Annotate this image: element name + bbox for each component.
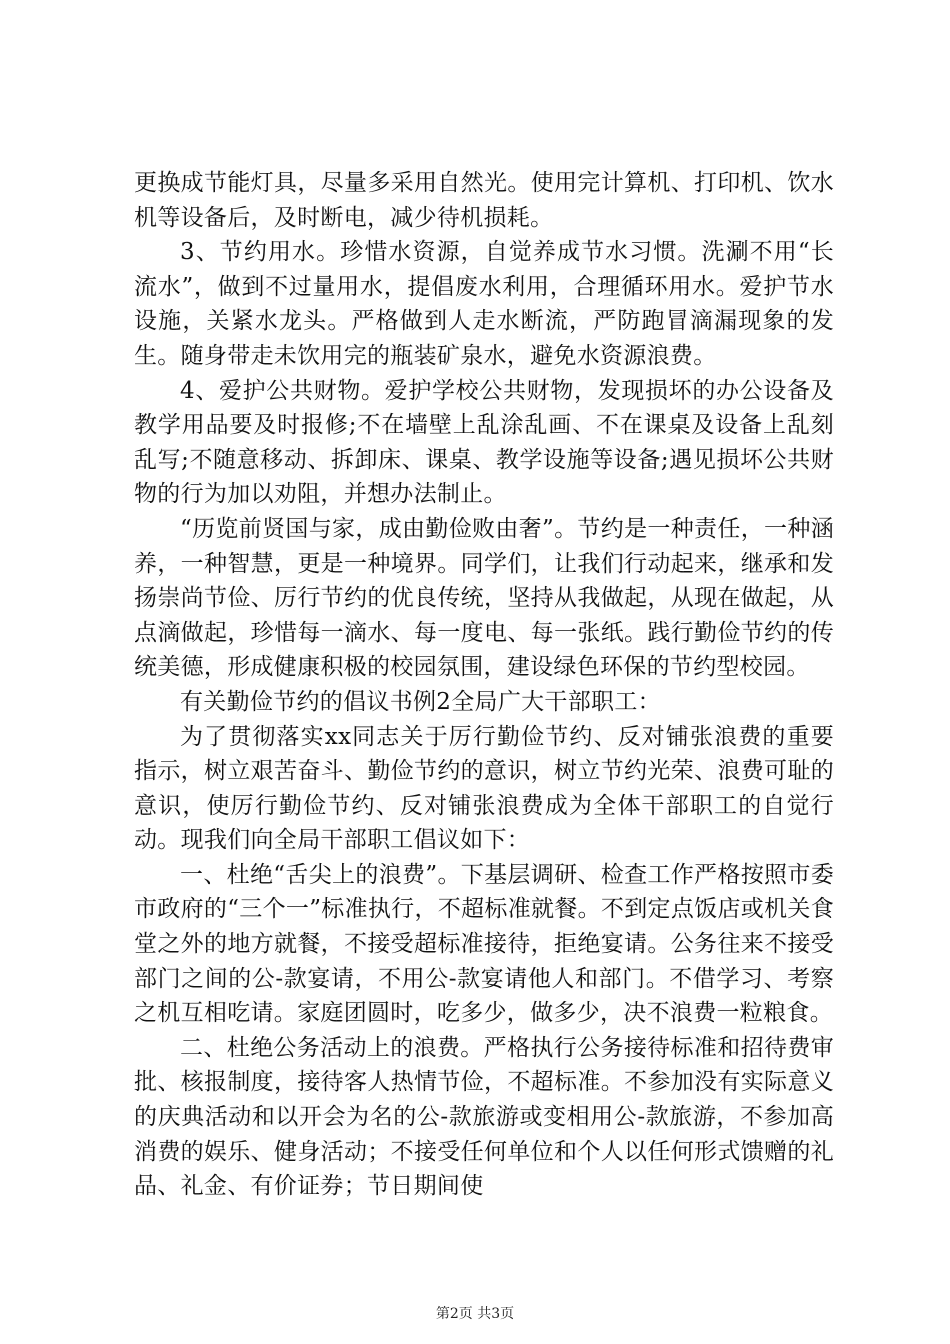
paragraph-intro: 为了贯彻落实xx同志关于厉行勤俭节约、反对铺张浪费的重要指示，树立艰苦奋斗、勤俭节约的意识，树立节约光荣、浪费可耻的意识，使厉行勤俭节约、反对铺张浪费成为全体干部职工的自觉行动。现我们向全局干部职工倡议如下： [134,723,834,854]
paragraph-point-two: 二、杜绝公务活动上的浪费。严格执行公务接待标准和招待费审批、核报制度，接待客人热情节俭，不超标准。不参加没有实际意义的庆典活动和以开会为名的公-款旅游或变相用公-款旅游，不参加高消费的娱乐、健身活动；不接受任何单位和个人以任何形式馈赠的礼品、礼金、有价证券；节日期间使 [134,1034,834,1200]
paragraph-continuation: 更换成节能灯具，尽量多采用自然光。使用完计算机、打印机、饮水机等设备后，及时断电，减少待机损耗。 [134,170,834,231]
paragraph-point-one: 一、杜绝“舌尖上的浪费”。下基层调研、检查工作严格按照市委市政府的“三个一”标准执行，不超标准就餐。不到定点饭店或机关食堂之外的地方就餐，不接受超标准接待，拒绝宴请。公务往来不接受部门之间的公-款宴请，不用公-款宴请他人和部门。不借学习、考察之机互相吃请。家庭团圆时，吃多少，做多少，决不浪费一粒粮食。 [134,861,834,1027]
page-number: 第2页 共3页 [435,1306,515,1322]
paragraph-example-heading: 有关勤俭节约的倡议书例2全局广大干部职工： [180,688,661,715]
paragraph-conclusion: “历览前贤国与家，成由勤俭败由奢”。节约是一种责任，一种涵养，一种智慧，更是一种境界。同学们，让我们行动起来，继承和发扬崇尚节俭、厉行节约的优良传统，坚持从我做起，从现在做起，从点滴做起，珍惜每一滴水、每一度电、每一张纸。践行勤俭节约的传统美德，形成健康积极的校园氛围，建设绿色环保的节约型校园。 [134,515,834,681]
paragraph-protect-property: 4、爱护公共财物。爱护学校公共财物，发现损坏的办公设备及教学用品要及时报修;不在墙壁上乱涂乱画、不在课桌及设备上乱刻乱写;不随意移动、拆卸床、课桌、教学设施等设备;遇见损坏公共财物的行为加以劝阻，并想办法制止。 [134,377,834,508]
paragraph-save-water: 3、节约用水。珍惜水资源，自觉养成节水习惯。洗涮不用“长流水”，做到不过量用水，提倡废水利用，合理循环用水。爱护节水设施，关紧水龙头。严格做到人走水断流，严防跑冒滴漏现象的发生。随身带走未饮用完的瓶装矿泉水，避免水资源浪费。 [134,239,834,369]
document-body [134,166,834,1204]
